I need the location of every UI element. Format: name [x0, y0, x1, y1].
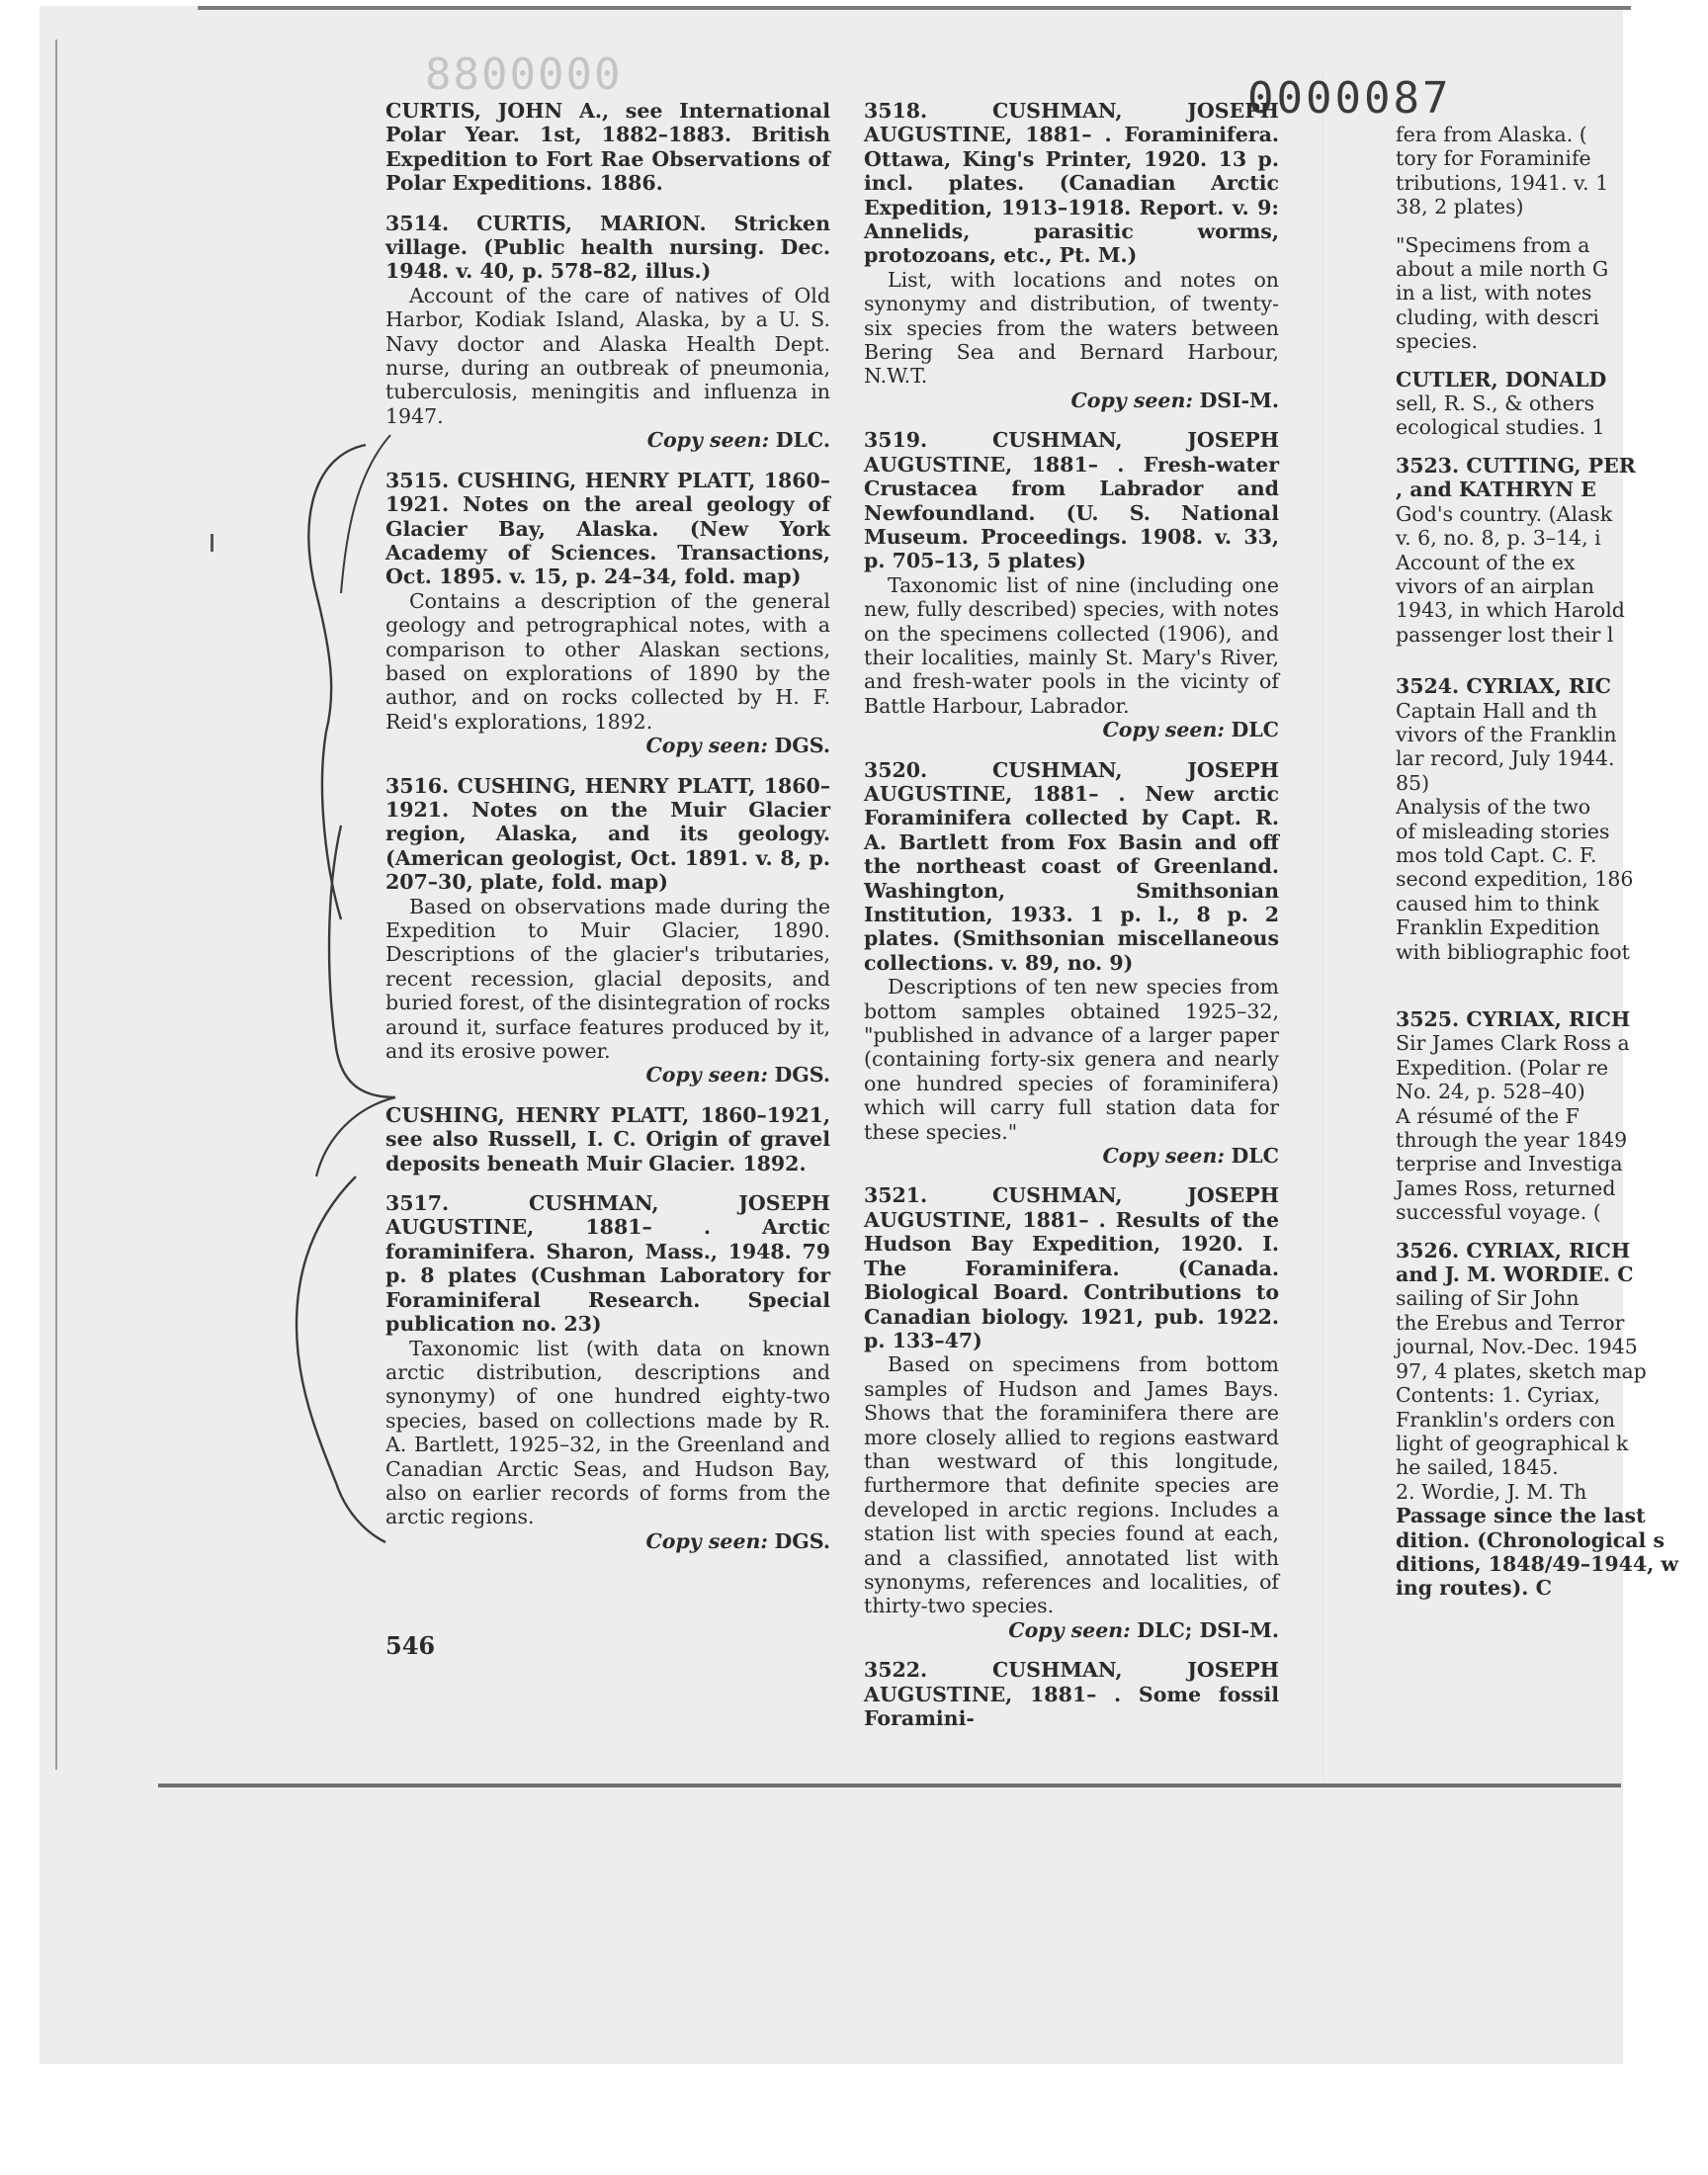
sheet-bottom-edge	[158, 1784, 1621, 1787]
text-line: of misleading stories	[1396, 819, 1610, 843]
text-line: the Erebus and Terror	[1396, 1310, 1625, 1335]
text-line: 1943, in which Harold	[1396, 598, 1625, 623]
copy-seen: Copy seen: DLC; DSI-M.	[1008, 1617, 1279, 1642]
entry-heading: CURTIS, JOHN A., see International Polar Year. 1st, 1882–1883. British Expedition to Fort Rae Observations of Polar Expeditions. 1886.	[385, 99, 830, 196]
text-line: successful voyage. (	[1396, 1200, 1601, 1225]
entry-fragment	[1396, 233, 1633, 354]
text-line: terprise and Investiga	[1396, 1152, 1623, 1176]
text-line: Captain Hall and th	[1396, 698, 1597, 723]
column-gutter	[1323, 69, 1324, 1780]
entry-3526	[1396, 1238, 1679, 1601]
page-number: 546	[385, 1631, 436, 1660]
text-line: ecological studies. 1	[1396, 415, 1605, 440]
entry-heading: 3522. CUSHMAN, JOSEPH AUGUSTINE, 1881– . Some fossil Foramini-	[864, 1658, 1279, 1730]
text-line: A résumé of the F	[1396, 1103, 1580, 1128]
text-line: No. 24, p. 528–40)	[1396, 1080, 1585, 1104]
text-line: Contents: 1. Cyriax,	[1396, 1383, 1600, 1408]
text-line: light of geographical k	[1396, 1431, 1629, 1455]
text-line: mos told Capt. C. F.	[1396, 842, 1597, 867]
entry-annotation: Contains a description of the general geology and petrographical notes, with a comparison to other Alaskan sections, based on explorations of 1890 by the author, and on rocks collected by H. F. Reid's explorations, 1892.	[385, 588, 830, 734]
entry-3517	[385, 1191, 830, 1553]
text-line: CUTLER, DONALD	[1396, 367, 1607, 392]
text-line: sailing of Sir John	[1396, 1286, 1580, 1311]
text-line: tory for Foraminife	[1396, 146, 1591, 171]
entry-annotation: Taxonomic list of nine (including one new, fully described) species, with notes on the specimens collected (1906), and their localities, mainly St. Mary's River, and fresh-water pools in the vicinty of Battle Harbour, Labrador.	[864, 572, 1279, 718]
text-line: Passage since the last	[1396, 1504, 1646, 1528]
text-line: fera from Alaska. (	[1396, 123, 1587, 146]
entry-annotation: Based on observations made during the Expedition to Muir Glacier, 1890. Descriptions of the glacier's tributaries, recent recession, glacial deposits, and buried forest, of the disintegration of rocks around it, surface features produced by it, and its erosive power.	[385, 894, 830, 1064]
page-stamp: 0000087	[1247, 73, 1452, 124]
text-line: about a mile north G	[1396, 257, 1609, 282]
text-line: Expedition. (Polar re	[1396, 1055, 1609, 1080]
entry-3525	[1396, 1007, 1633, 1225]
text-line: sell, R. S., & others	[1396, 392, 1595, 416]
column-right-cropped	[1396, 123, 1679, 1614]
text-line: James Ross, returned	[1396, 1175, 1616, 1200]
entry-3521	[864, 1183, 1279, 1642]
entry-annotation: Based on specimens from bottom samples of Hudson and James Bays. Shows that the foraminifera there are more closely allied to regions eastward than westward of this longitude, furthermore that definite species are developed in arctic regions. Includes a station list with species found at each, and a classified, annotated list with synonyms, references and localities, of thirty-two species.	[864, 1352, 1279, 1618]
text-line: 38, 2 plates)	[1396, 195, 1524, 219]
text-line: lar record, July 1944.	[1396, 746, 1615, 771]
ghost-stamp: 8800000	[425, 49, 623, 100]
entry-3522	[864, 1658, 1279, 1730]
text-line: v. 6, no. 8, p. 3–14, i	[1396, 526, 1601, 551]
entry-heading: 3514. CURTIS, MARION. Stricken village. (Public health nursing. Dec. 1948. v. 40, p. 578–82, illus.)	[385, 211, 830, 284]
text-line: Franklin Expedition	[1396, 915, 1600, 940]
column-middle	[864, 99, 1279, 1746]
copy-seen: Copy seen: DGS.	[645, 1063, 830, 1088]
text-line: dition. (Chronological s	[1396, 1527, 1665, 1552]
text-line: second expedition, 186	[1396, 867, 1634, 892]
text-line: Account of the ex	[1396, 550, 1576, 574]
entry-cushing-see-also	[385, 1103, 830, 1175]
text-line: Sir James Clark Ross a	[1396, 1031, 1630, 1056]
text-line: caused him to think	[1396, 891, 1599, 915]
text-line: 3526. CYRIAX, RICH	[1396, 1238, 1631, 1262]
entry-heading: 3520. CUSHMAN, JOSEPH AUGUSTINE, 1881– . New arctic Foraminifera collected by Capt. R. A. Bartlett from Fox Basin and off the northeast coast of Greenland. Washington, Smithsonian Institution, 1933. 1 p. l., 8 p. 2 plates. (Smithsonian miscellaneous collections. v. 89, no. 9)	[864, 757, 1279, 975]
entry-heading: 3521. CUSHMAN, JOSEPH AUGUSTINE, 1881– . Results of the Hudson Bay Expedition, 1920. I. The Foraminifera. (Canada. Biological Board. Contributions to Canadian biology. 1921, pub. 1922. p. 133–47)	[864, 1183, 1279, 1352]
text-line: tributions, 1941. v. 1	[1396, 170, 1609, 195]
text-line: species.	[1396, 329, 1478, 354]
text-line: in a list, with notes	[1396, 281, 1592, 305]
text-line: journal, Nov.-Dec. 1945	[1396, 1335, 1638, 1359]
entry-annotation: Account of the care of natives of Old Harbor, Kodiak Island, Alaska, by a U. S. Navy doctor and Alaska Health Dept. nurse, during an outbreak of pneumonia, tuberculosis, meningitis and influenza in 1947.	[385, 283, 830, 428]
text-line: 3525. CYRIAX, RICH	[1396, 1007, 1631, 1031]
entry-3515	[385, 469, 830, 758]
copy-seen: Copy seen: DLC	[1102, 718, 1279, 742]
entry-heading: 3516. CUSHING, HENRY PLATT, 1860–1921. Notes on the Muir Glacier region, Alaska, and its geology. (American geologist, Oct. 1891. v. 8, p. 207–30, plate, fold. map)	[385, 773, 830, 895]
entry-fragment	[1396, 123, 1633, 219]
text-line: passenger lost their l	[1396, 622, 1614, 647]
text-line: 3524. CYRIAX, RIC	[1396, 674, 1611, 699]
copy-seen: Copy seen: DLC.	[646, 428, 830, 453]
column-left	[385, 99, 830, 1569]
copy-seen: Copy seen: DGS.	[645, 1528, 830, 1553]
entry-annotation: Taxonomic list (with data on known arctic distribution, descriptions and synonymy) of one hundred eighty-two species, based on collections made by R. A. Bartlett, 1925–32, in the Greenland and Canadian Arctic Seas, and Hudson Bay, also on earlier records of forms from the arctic regions.	[385, 1336, 830, 1529]
copy-seen: Copy seen: DSI-M.	[1070, 388, 1279, 412]
entry-3519	[864, 428, 1279, 741]
copy-seen: Copy seen: DLC	[1102, 1144, 1279, 1169]
text-line: 85)	[1396, 770, 1430, 795]
text-line: ing routes). C	[1396, 1576, 1552, 1601]
margin-tick	[211, 534, 214, 552]
entry-3524	[1396, 674, 1633, 964]
copy-seen: Copy seen: DGS.	[645, 734, 830, 758]
entry-heading: 3515. CUSHING, HENRY PLATT, 1860–1921. Notes on the areal geology of Glacier Bay, Alaska. (New York Academy of Sciences. Transactions, Oct. 1895. v. 15, p. 24–34, fold. map)	[385, 468, 830, 589]
entry-3520	[864, 758, 1279, 1169]
entry-heading: 3519. CUSHMAN, JOSEPH AUGUSTINE, 1881– . Fresh-water Crustacea from Labrador and Newfoundland. (U. S. National Museum. Proceedings. 1908. v. 33, p. 705–13, 5 plates)	[864, 428, 1279, 573]
entry-3523	[1396, 453, 1636, 647]
text-line: 2. Wordie, J. M. Th	[1396, 1479, 1587, 1504]
text-line: vivors of the Franklin	[1396, 722, 1617, 746]
text-line: through the year 1849	[1396, 1128, 1628, 1153]
text-line: vivors of an airplan	[1396, 573, 1594, 598]
text-line: Analysis of the two	[1396, 795, 1591, 820]
text-line: cluding, with descri	[1396, 304, 1599, 329]
entry-heading: CUSHING, HENRY PLATT, 1860–1921, see also Russell, I. C. Origin of gravel deposits beneath Muir Glacier. 1892.	[385, 1102, 830, 1175]
entry-heading: 3518. CUSHMAN, JOSEPH AUGUSTINE, 1881– . Foraminifera. Ottawa, King's Printer, 1920. 13 p. incl. plates. (Canadian Arctic Expedition, 1913–1918. Report. v. 9: Annelids, parasitic worms, protozoans, etc., Pt. M.)	[864, 99, 1279, 268]
entry-3518	[864, 99, 1279, 412]
entry-cutler	[1396, 368, 1633, 440]
entry-3516	[385, 774, 830, 1088]
text-line: he sailed, 1845.	[1396, 1455, 1559, 1480]
text-line: 97, 4 plates, sketch map	[1396, 1358, 1647, 1383]
entry-heading: 3517. CUSHMAN, JOSEPH AUGUSTINE, 1881– . Arctic foraminifera. Sharon, Mass., 1948. 79 p. 8 plates (Cushman Laboratory for Foraminiferal Research. Special publication no. 23)	[385, 1191, 830, 1337]
text-line: "Specimens from a	[1396, 232, 1590, 257]
entry-3514	[385, 212, 830, 453]
text-line: ditions, 1848/49–1944, w	[1396, 1551, 1679, 1576]
text-line: God's country. (Alask	[1396, 501, 1613, 526]
text-line: with bibliographic foot	[1396, 939, 1630, 964]
entry-annotation: List, with locations and notes on synonymy and distribution, of twenty-six species from the waters between Bering Sea and Bernard Harbour, N.W.T.	[864, 267, 1279, 389]
text-line: 3523. CUTTING, PER	[1396, 453, 1636, 478]
entry-annotation: Descriptions of ten new species from bottom samples obtained 1925–32, "published in advance of a larger paper (containing forty-six genera and nearly one hundred species of foraminifera) which will carry full station data for these species."	[864, 975, 1279, 1144]
text-line: , and KATHRYN E	[1396, 478, 1596, 502]
text-line: and J. M. WORDIE. C	[1396, 1262, 1634, 1287]
entry-curtis-john	[385, 99, 830, 196]
text-line: Franklin's orders con	[1396, 1407, 1616, 1432]
handwritten-bracket	[0, 0, 415, 1582]
